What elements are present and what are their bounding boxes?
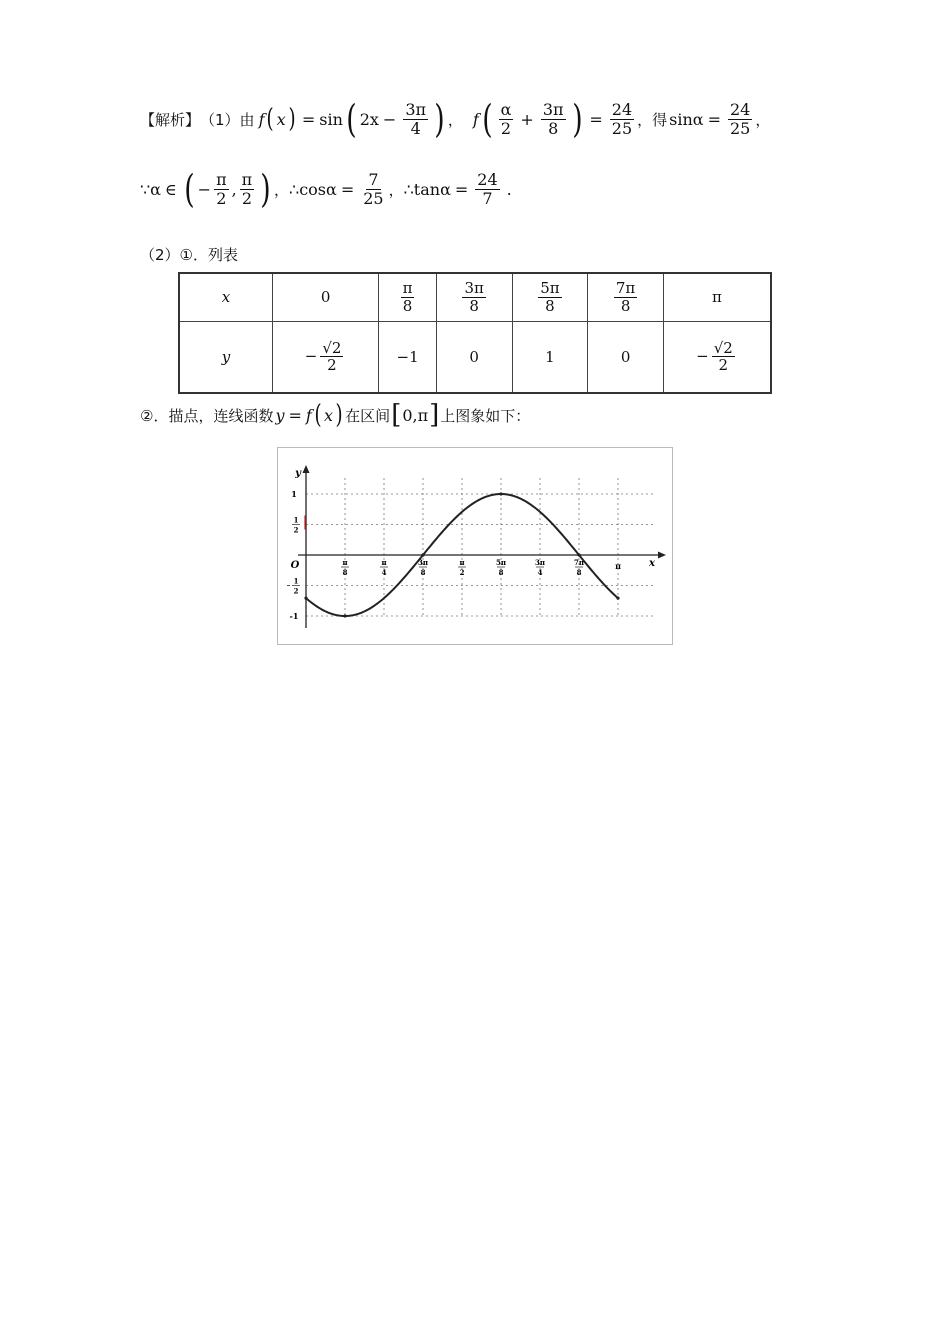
table-cell: − $\frac{√2}{2}$ xyxy=(273,321,379,393)
table-header-x: x xyxy=(179,273,273,321)
y-tick-label: 2 xyxy=(293,586,299,596)
x-tick-label: 4 xyxy=(537,568,543,577)
table-cell: $\frac{\pi}{8}$ xyxy=(379,273,437,321)
data-point xyxy=(343,614,346,617)
x-tick-label: 3π xyxy=(535,558,545,567)
y-tick-label: 1 xyxy=(293,515,299,525)
x-tick-label: 7π xyxy=(574,558,584,567)
solution-line-1: 【解析】 （1）由 f ( x ) = sin ( 2x − $\frac{3\pi}{4}$ ) ， f ( $\frac{\alpha}{2}$ + $\frac{3\pi}{8}$ ) = $\frac{24}{25}$ ，得 sinα = $\frac{24}{25}$ ， xyxy=(140,97,771,141)
x-axis-arrow xyxy=(658,552,666,559)
data-point xyxy=(577,553,580,556)
table-cell: 0 xyxy=(273,273,379,321)
y-tick-label: -1 xyxy=(289,611,299,621)
table-cell: 1 xyxy=(512,321,588,393)
part2-heading: （2）①．列表 xyxy=(140,246,238,264)
data-point xyxy=(304,597,307,600)
data-point xyxy=(616,597,619,600)
table-row-x xyxy=(179,273,771,321)
table-row-y xyxy=(179,321,771,393)
origin-label: O xyxy=(290,560,300,571)
y-axis-arrow xyxy=(303,465,310,473)
graph-svg xyxy=(278,448,672,644)
x-tick-label: 5π xyxy=(496,558,506,567)
x-tick-label: π xyxy=(459,558,465,567)
x-tick-label: π xyxy=(381,558,387,567)
x-tick-label: 8 xyxy=(498,568,504,577)
y-tick-label: 1 xyxy=(291,489,297,499)
y-tick-label: 1 xyxy=(293,576,299,586)
table-cell: 0 xyxy=(436,321,512,393)
fraction-3pi-over-4: $\frac{3\pi}{4}$ xyxy=(405,99,427,138)
function-graph xyxy=(277,447,673,645)
part1-intro: （1）由 xyxy=(200,110,255,129)
plot-instruction: ②．描点，连线函数 y = f ( x ) 在区间 [ 0,π ] 上图象如下： xyxy=(140,400,531,430)
x-tick-label: π xyxy=(342,558,348,567)
table-cell: $\frac{5\pi}{8}$ xyxy=(512,273,588,321)
solution-line-2: ∵α ∈ ( − $\frac{\pi}{2}$ , $\frac{\pi}{2}$ ) ， ∴cosα = $\frac{7}{25}$ ， ∴tanα = $\frac{24}{7}$ . xyxy=(140,167,512,211)
x-tick-label: 3π xyxy=(418,558,428,567)
data-point xyxy=(421,553,424,556)
x-tick-label: π xyxy=(615,561,621,571)
x-tick-label: 8 xyxy=(420,568,426,577)
table-header-y: y xyxy=(179,321,273,393)
data-point xyxy=(499,492,502,495)
table-cell: $\frac{7\pi}{8}$ xyxy=(588,273,664,321)
x-tick-label: 4 xyxy=(381,568,387,577)
y-tick-label: 2 xyxy=(293,525,299,535)
value-table xyxy=(178,272,772,394)
table-cell: $\frac{3\pi}{8}$ xyxy=(436,273,512,321)
table-cell: −1 xyxy=(379,321,437,393)
table-cell: 0 xyxy=(588,321,664,393)
solution-label: 【解析】 xyxy=(140,110,201,129)
x-tick-label: 2 xyxy=(459,568,465,577)
table-cell: π xyxy=(663,273,771,321)
x-tick-label: 8 xyxy=(342,568,348,577)
table-cell: − $\frac{√2}{2}$ xyxy=(663,321,771,393)
y-axis-label: y xyxy=(295,468,301,479)
x-axis-label: x xyxy=(649,558,655,569)
x-tick-label: 8 xyxy=(576,568,582,577)
